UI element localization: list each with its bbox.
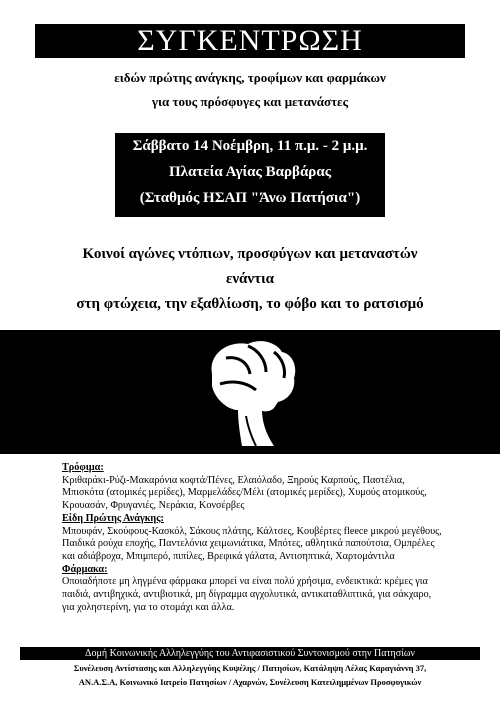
food-list: Κριθαράκι-Ρύζι-Μακαρόνια κοφτά/Πένες, Ελαιόλαδο, Ξηρούς Καρπούς, Παστέλια, Μπισκότα (ατομικές μερίδες), Μαρμελάδες/Μέλι (ατομικές μερίδες), Χυμούς ατομικούς, Κρουασάν, Φρυγανιές, Νεράκια, Κονσέρβες <box>62 474 427 512</box>
event-station: (Σταθμός ΗΣΑΠ "Άνω Πατήσια") <box>139 190 361 206</box>
event-info-box <box>115 133 385 217</box>
organizers-line-2: ΑΝ.Α.Σ.Α, Κοινωνικό Ιατρείο Πατησίων / Αχαρνών, Συνέλευση Κατειλημμένων Προσφυγικών <box>78 677 422 687</box>
event-place: Πλατεία Αγίας Βαρβάρας <box>168 164 332 180</box>
organizer-banner: Δομή Κοινωνικής Αλληλεγγύης του Αντιφασιστικού Συντονισμού στην Πατησίων <box>20 647 480 660</box>
medicines-list: Οποιαδήποτε μη ληγμένα φάρμακα μπορεί να είναι πολύ χρήσιμα, ενδεικτικά: κρέμες για παιδιά, αντιβηχικά, αντιβιοτικά, μη δίγραμμα αγχολυτικά, αντικαταθλιπτικά, για σάκχαρο, για χοληστερίνη, για το στομάχι και άλλα. <box>62 576 432 613</box>
slogan-line-2: ενάντια <box>225 271 275 287</box>
food-heading: Τρόφιμα: <box>62 462 104 473</box>
poster-title: ΣΥΓΚΕΝΤΡΩΣΗ <box>35 24 465 58</box>
slogan-line-1: Κοινοί αγώνες ντόπιων, προσφύγων και μεταναστών <box>82 246 418 262</box>
slogan-line-3: στη φτώχεια, την εξαθλίωση, το φόβο και το ρατσισμό <box>76 296 424 312</box>
basics-list: Μπουφάν, Σκούφους-Κασκόλ, Σάκους πλάτης, Κάλτσες, Κουβέρτες fleece μικρού μεγέθους, Παιδικά ρούχα εποχής, Παντελόνια χειμωνιάτικα, Μπότες, αθλητικά παπούτσια, Ομπρέλες και αδιάβροχα, Μπιμπερό, πιπίλες, Βρεφικά γάλατα, Αντισηπτικά, Χαρτομάντιλα <box>62 525 442 562</box>
organizers-line-1: Συνέλευση Αντίστασης και Αλληλεγγύης Κυψέλης / Πατησίων, Κατάληψη Λέλας Καραγιάννη 37, <box>73 663 427 673</box>
fist-image-band <box>0 330 500 454</box>
basics-heading: Είδη Πρώτης Ανάγκης: <box>62 512 164 524</box>
medicines-heading: Φάρμακα: <box>62 563 108 575</box>
event-datetime: Σάββατο 14 Νοέμβρη, 11 π.μ. - 2 μ.μ. <box>132 138 368 154</box>
donation-lists <box>62 462 442 614</box>
raised-fist-icon <box>190 334 310 450</box>
subtitle-line-2: για τους πρόσφυγες και μετανάστες <box>151 94 349 109</box>
subtitle-line-1: ειδών πρώτης ανάγκης, τροφίμων και φαρμάκων <box>114 70 386 85</box>
